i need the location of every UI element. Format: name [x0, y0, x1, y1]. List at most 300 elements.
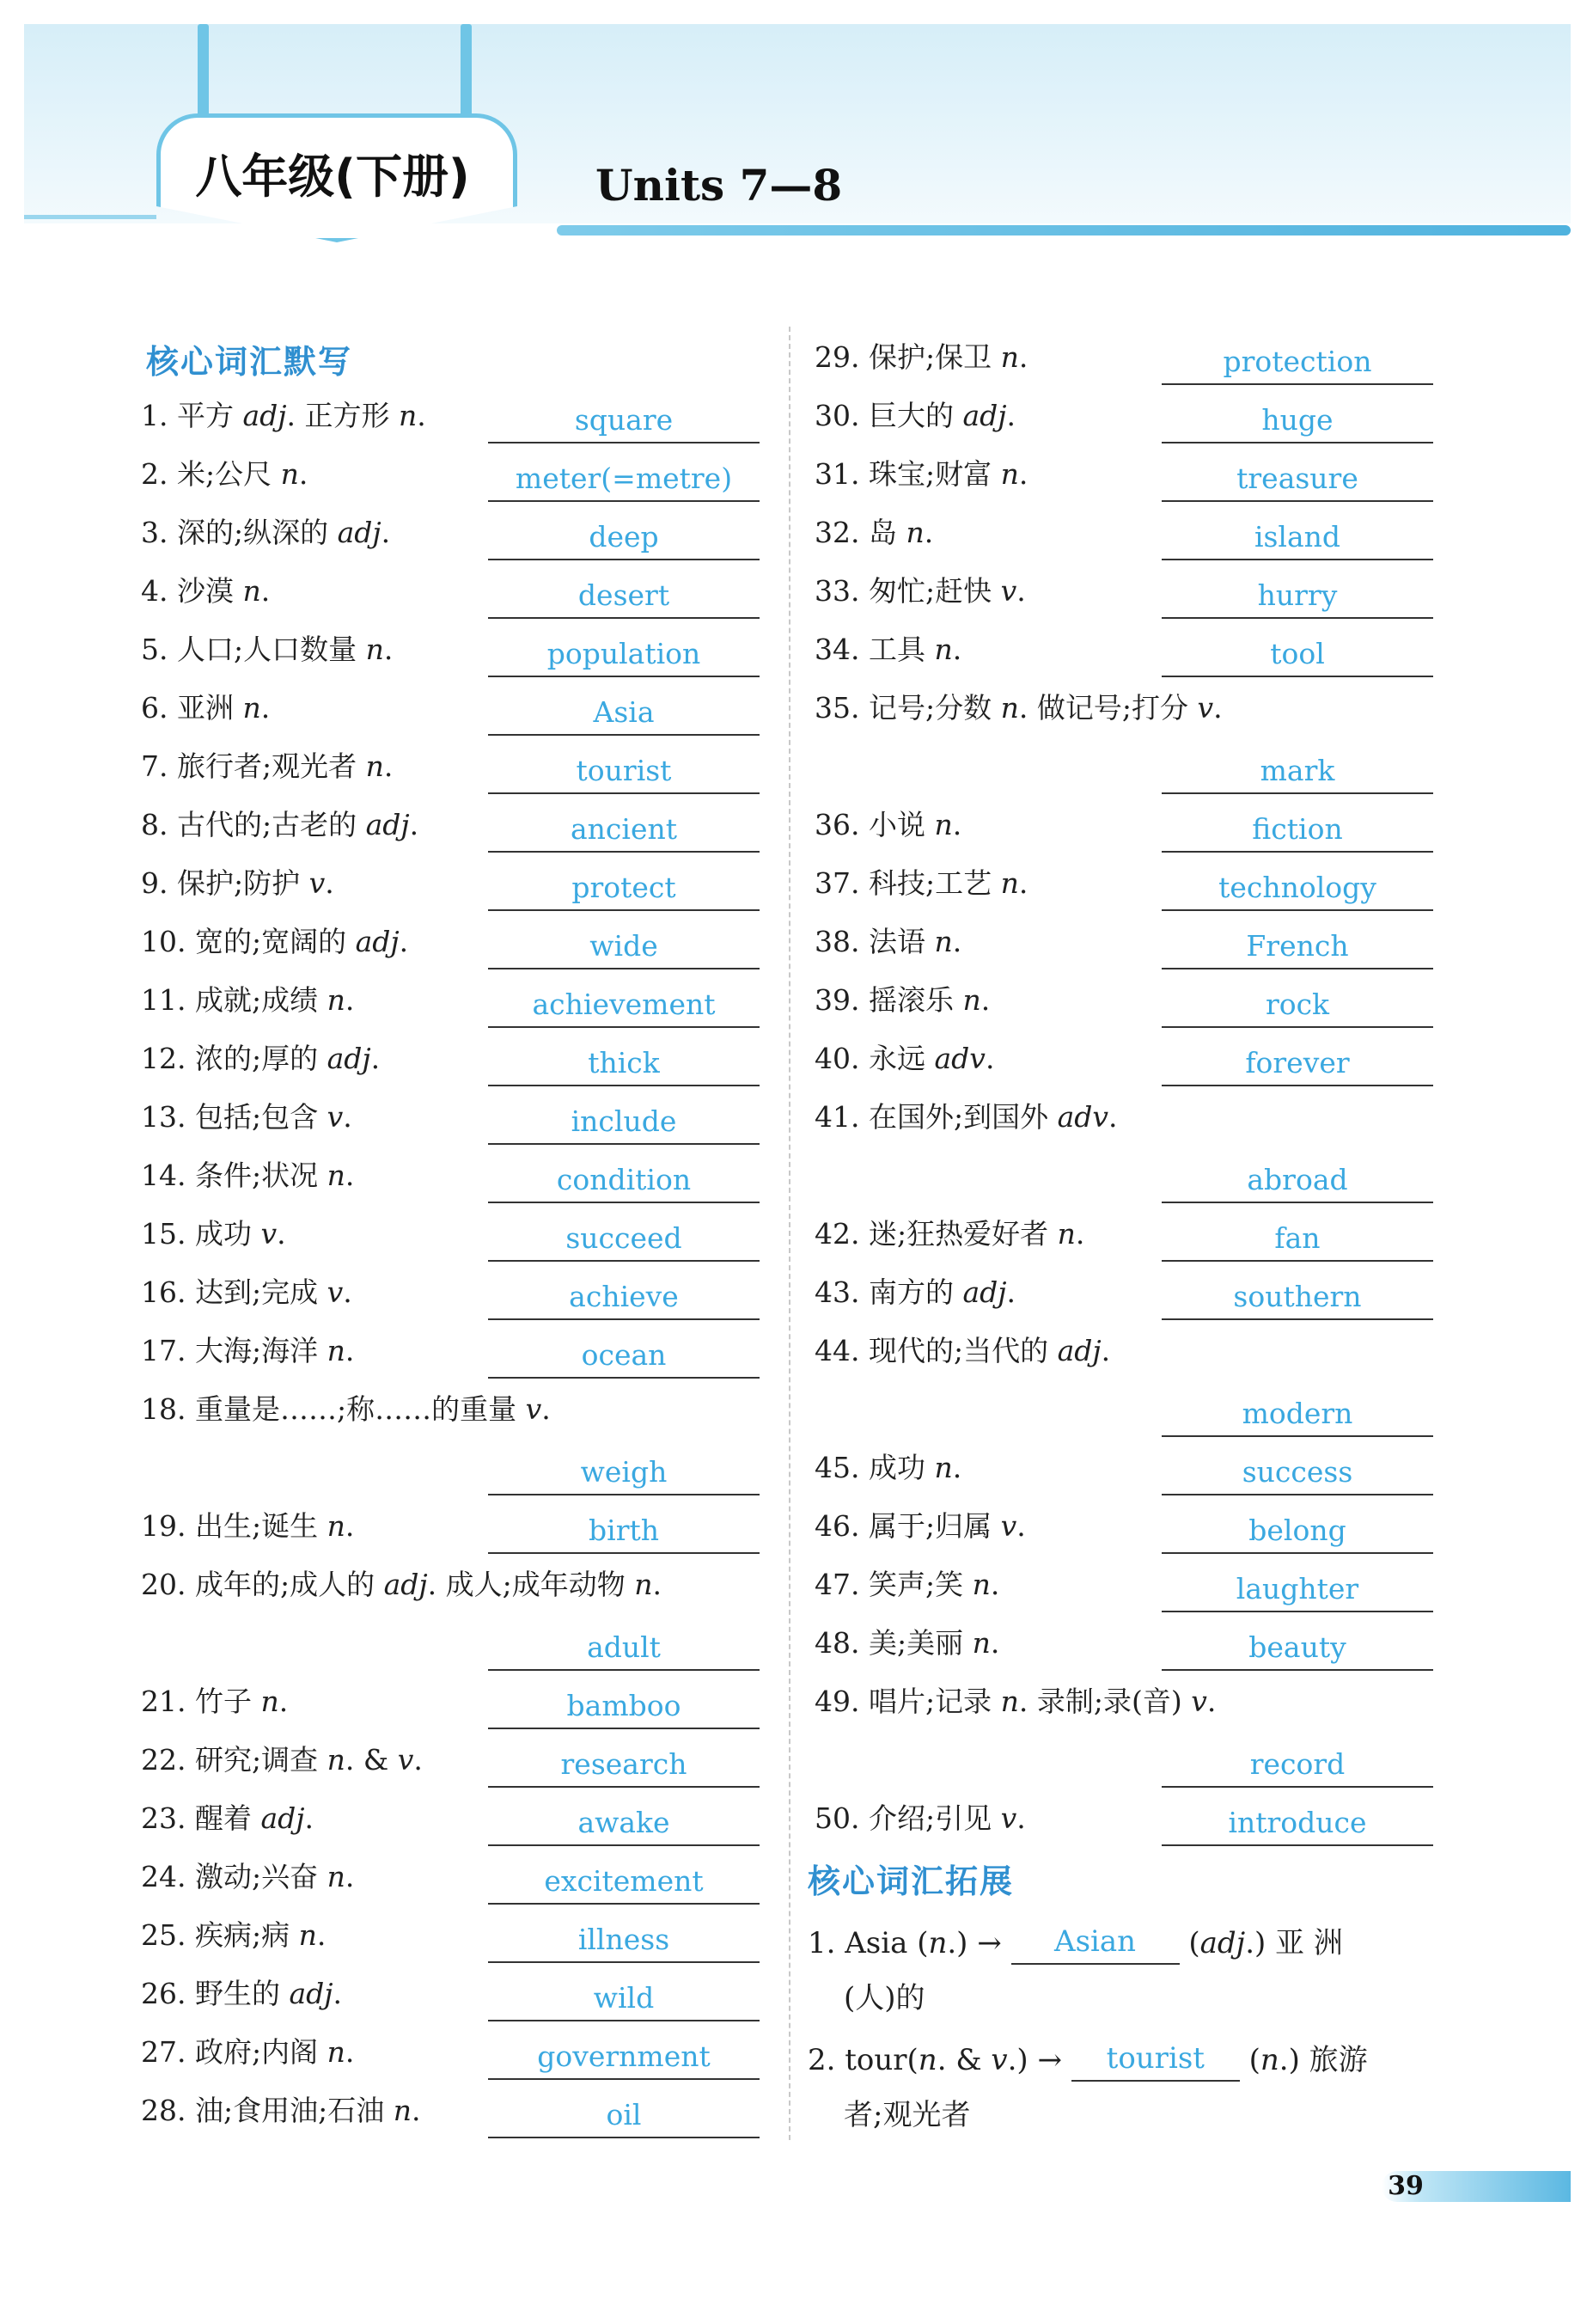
entry-prompt	[815, 923, 961, 961]
entry-pos: n	[327, 1860, 345, 1893]
vocab-entry	[141, 456, 763, 509]
answer-field[interactable]: meter(=metre)	[488, 457, 760, 502]
entry-pos: n	[1000, 1685, 1019, 1718]
answer-field[interactable]: hurry	[1162, 574, 1433, 619]
answer-field[interactable]: rock	[1162, 983, 1433, 1028]
vocab-entry	[141, 982, 763, 1035]
entry-meaning: 介绍;引见	[868, 1801, 1001, 1835]
entry-prompt	[815, 1508, 1026, 1545]
answer-field[interactable]: oil	[488, 2094, 760, 2138]
entry-pos: n	[934, 925, 953, 958]
entry-tail: .	[383, 749, 394, 783]
entry-tail: .	[260, 691, 271, 725]
vocab-entry	[815, 1449, 1437, 1502]
section-heading-dictation: 核心词汇默写	[146, 343, 353, 381]
entry-number: 41.	[815, 1100, 860, 1134]
vocab-entry	[815, 1566, 1437, 1619]
entry-number: 36.	[815, 808, 860, 841]
entry-tail: .	[1016, 574, 1026, 608]
vocab-entry	[141, 806, 763, 859]
section-heading-extension: 核心词汇拓展	[808, 1862, 1015, 1900]
entry-tail: .	[924, 516, 934, 549]
entry-meaning-2: . &	[345, 1743, 398, 1777]
vocab-entry	[141, 2092, 763, 2145]
entry-number: 6.	[141, 691, 168, 725]
entry-tail: .	[343, 1100, 352, 1134]
entry-tail: .	[1018, 866, 1028, 900]
answer-field[interactable]: success	[1162, 1451, 1433, 1495]
entry-pos: adj	[962, 1275, 1007, 1309]
entry-tail: .	[980, 983, 991, 1017]
vocab-entry	[141, 572, 763, 626]
answer-field[interactable]: adult	[488, 1626, 760, 1671]
vocab-entry	[815, 982, 1437, 1035]
ext-answer-field[interactable]: Asian	[1011, 1920, 1180, 1965]
entry-prompt	[141, 397, 426, 435]
entry-meaning: 疾病;病	[194, 1918, 299, 1952]
entry-pos: adv	[934, 1042, 986, 1075]
answer-field[interactable]: birth	[488, 1509, 760, 1554]
entry-prompt	[141, 1215, 286, 1253]
entry-number: 35.	[815, 691, 860, 725]
ext-answer-field[interactable]: tourist	[1071, 2037, 1240, 2082]
entry-pos: adj	[327, 1042, 371, 1075]
entry-tail: .	[345, 1159, 355, 1192]
answer-field[interactable]: introduce	[1162, 1801, 1433, 1846]
entry-tail: .	[1213, 691, 1223, 725]
entry-tail: .	[409, 808, 419, 841]
answer-field[interactable]: government	[488, 2035, 760, 2080]
answer-field[interactable]: beauty	[1162, 1626, 1433, 1671]
entry-prompt	[815, 1098, 1118, 1136]
entry-pos: adj	[962, 399, 1007, 432]
entry-meaning: 激动;兴奋	[194, 1860, 327, 1893]
entry-meaning: 科技;工艺	[868, 866, 1001, 900]
ext-lead: 2. tour(	[808, 2043, 919, 2077]
vocab-entry	[141, 1508, 763, 1561]
entry-pos: n	[934, 633, 953, 666]
entry-meaning: 法语	[868, 925, 935, 958]
vocab-entry	[815, 923, 1437, 976]
entry-meaning: 旅行者;观光者	[177, 749, 366, 783]
entry-tail: .	[413, 1743, 423, 1777]
entry-meaning: 亚洲	[177, 691, 243, 725]
vocab-entry	[815, 1040, 1437, 1093]
ext-mid: .) →	[947, 1926, 1011, 1960]
unit-title: Units 7—8	[595, 160, 843, 211]
answer-field[interactable]: research	[488, 1743, 760, 1788]
entry-meaning: 重量是……;称……的重量	[194, 1392, 526, 1426]
vocab-entry	[815, 631, 1437, 684]
entry-meaning: 竹子	[194, 1685, 261, 1718]
entry-meaning: 巨大的	[868, 399, 963, 432]
entry-pos: v	[1000, 1801, 1017, 1835]
entry-number: 2.	[141, 457, 168, 491]
entry-number: 8.	[141, 808, 168, 841]
entry-pos-2: v	[1191, 1685, 1207, 1718]
entry-prompt	[815, 865, 1028, 902]
vocab-entry	[815, 397, 1437, 450]
answer-field[interactable]: weigh	[488, 1451, 760, 1495]
answer-field[interactable]: awake	[488, 1801, 760, 1846]
entry-tail: .	[1101, 1334, 1111, 1367]
entry-prompt	[141, 456, 308, 493]
entry-pos: adj	[289, 1977, 333, 2010]
entry-number: 14.	[141, 1159, 186, 1192]
entry-meaning: 浓的;厚的	[194, 1042, 327, 1075]
answer-field[interactable]: treasure	[1162, 457, 1433, 502]
entry-pos: n	[1000, 866, 1019, 900]
vocab-entry	[141, 1566, 763, 1664]
vocab-entry	[815, 689, 1437, 787]
entry-meaning: 保护;防护	[177, 866, 309, 900]
vocab-entry	[141, 1858, 763, 1911]
entry-pos: adj	[383, 1568, 428, 1601]
entry-tail: .	[1206, 1685, 1217, 1718]
answer-field[interactable]: square	[488, 399, 760, 443]
entry-number: 23.	[141, 1801, 186, 1835]
entry-number: 39.	[815, 983, 860, 1017]
entry-pos: n	[906, 516, 925, 549]
entry-meaning: 大海;海洋	[194, 1334, 327, 1367]
answer-field[interactable]: island	[1162, 516, 1433, 560]
entry-pos: v	[1000, 574, 1017, 608]
entry-pos: n	[972, 1568, 991, 1601]
entry-prompt	[141, 923, 408, 961]
ext-pos: n	[918, 2043, 937, 2077]
entry-prompt	[141, 865, 334, 902]
entry-prompt	[141, 572, 270, 610]
entry-prompt	[141, 1975, 342, 2013]
vocab-entry	[815, 339, 1437, 392]
vocab-entry	[141, 397, 763, 450]
badge-hanger-left	[198, 24, 209, 117]
answer-field[interactable]: forever	[1162, 1042, 1433, 1086]
answer-field[interactable]: modern	[1162, 1392, 1433, 1437]
vocab-entry	[141, 865, 763, 918]
extension-item-2-line2: 者;观光者	[844, 2098, 971, 2132]
entry-meaning: 米;公尺	[177, 457, 281, 491]
ext-end: .) 亚 洲	[1245, 1926, 1343, 1960]
answer-field[interactable]: huge	[1162, 399, 1433, 443]
ext-mid: . &	[937, 2043, 992, 2077]
vocab-entry	[141, 1215, 763, 1269]
entry-tail: .	[370, 1042, 381, 1075]
entry-meaning: 匆忙;赶快	[868, 574, 1001, 608]
entry-number: 9.	[141, 866, 168, 900]
answer-field[interactable]: tourist	[488, 749, 760, 794]
vocab-entry	[141, 1157, 763, 1210]
entry-pos: n	[365, 633, 384, 666]
entry-meaning: 在国外;到国外	[868, 1100, 1058, 1134]
entry-tail: .	[1016, 1801, 1026, 1835]
entry-number: 31.	[815, 457, 860, 491]
entry-tail: .	[345, 1509, 355, 1543]
entry-pos: n	[280, 457, 299, 491]
entry-number: 18.	[141, 1392, 186, 1426]
entry-tail: .	[345, 1860, 355, 1893]
entry-prompt	[141, 748, 393, 786]
entry-tail: .	[985, 1042, 995, 1075]
answer-field[interactable]: illness	[488, 1918, 760, 1963]
answer-field[interactable]: protection	[1162, 340, 1433, 385]
entry-number: 16.	[141, 1275, 186, 1309]
entry-pos: n	[1000, 691, 1019, 725]
entry-number: 7.	[141, 749, 168, 783]
entry-prompt	[141, 1508, 354, 1545]
entry-prompt	[141, 1391, 551, 1428]
entry-prompt	[141, 1332, 354, 1370]
column-divider	[789, 327, 790, 2140]
answer-field[interactable]: southern	[1162, 1275, 1433, 1320]
entry-pos-2: v	[397, 1743, 414, 1777]
answer-field[interactable]: condition	[488, 1159, 760, 1203]
entry-prompt	[815, 631, 961, 669]
answer-field[interactable]: belong	[1162, 1509, 1433, 1554]
entry-tail: .	[260, 574, 271, 608]
entry-number: 48.	[815, 1626, 860, 1660]
entry-prompt	[141, 1566, 662, 1604]
answer-field[interactable]: desert	[488, 574, 760, 619]
page-number: 39	[1388, 2171, 1424, 2201]
entry-tail: .	[381, 516, 391, 549]
entry-pos: adj	[365, 808, 410, 841]
entry-number: 24.	[141, 1860, 186, 1893]
answer-field[interactable]: wild	[488, 1977, 760, 2021]
entry-number: 45.	[815, 1451, 860, 1484]
ext-after: (	[1239, 2043, 1260, 2077]
entry-number: 34.	[815, 633, 860, 666]
entry-meaning: 宽的;宽阔的	[194, 925, 356, 958]
answer-field[interactable]: French	[1162, 925, 1433, 969]
entry-meaning: 平方	[177, 399, 243, 432]
answer-field[interactable]: tool	[1162, 633, 1433, 677]
entry-meaning: 野生的	[194, 1977, 290, 2010]
entry-tail: .	[1018, 340, 1028, 374]
entry-prompt	[815, 572, 1026, 610]
vocab-entry	[815, 865, 1437, 918]
entry-number: 20.	[141, 1568, 186, 1601]
vocab-entry	[141, 631, 763, 684]
entry-tail: .	[316, 1918, 327, 1952]
entry-tail: .	[990, 1626, 1000, 1660]
entry-pos: v	[327, 1100, 344, 1134]
ext-pos: n	[1260, 2043, 1279, 2077]
entry-tail: .	[652, 1568, 662, 1601]
entry-meaning: 醒着	[194, 1801, 261, 1835]
entry-meaning: 成功	[868, 1451, 935, 1484]
answer-field[interactable]: succeed	[488, 1217, 760, 1262]
entry-pos-2: n	[399, 399, 418, 432]
entry-number: 12.	[141, 1042, 186, 1075]
entry-meaning: 保护;保卫	[868, 340, 1001, 374]
answer-field[interactable]: thick	[488, 1042, 760, 1086]
entry-meaning: 古代的;古老的	[177, 808, 366, 841]
entry-meaning: 珠宝;财富	[868, 457, 1001, 491]
entry-pos: adv	[1057, 1100, 1109, 1134]
entry-number: 26.	[141, 1977, 186, 2010]
entry-meaning: 人口;人口数量	[177, 633, 366, 666]
entry-tail: .	[417, 399, 426, 432]
answer-field[interactable]: bamboo	[488, 1685, 760, 1729]
answer-field[interactable]: technology	[1162, 866, 1433, 911]
answer-field[interactable]: abroad	[1162, 1159, 1433, 1203]
entry-meaning: 沙漠	[177, 574, 243, 608]
vocab-entry	[815, 1508, 1437, 1561]
answer-field[interactable]: protect	[488, 866, 760, 911]
entry-pos: n	[962, 983, 981, 1017]
vocab-entry	[141, 1332, 763, 1385]
entry-meaning: 记号;分数	[868, 691, 1001, 725]
entry-tail: .	[952, 633, 962, 666]
entry-prompt	[815, 982, 990, 1019]
entry-pos-2: n	[634, 1568, 653, 1601]
vocab-entry	[141, 1917, 763, 1970]
answer-field[interactable]: deep	[488, 516, 760, 560]
vocab-entry	[815, 1624, 1437, 1678]
vocab-entry	[141, 2034, 763, 2087]
entry-number: 22.	[141, 1743, 186, 1777]
entry-number: 28.	[141, 2094, 186, 2127]
entry-number: 27.	[141, 2035, 186, 2069]
entry-tail: .	[304, 1801, 314, 1835]
answer-field[interactable]: ocean	[488, 1334, 760, 1379]
answer-field[interactable]: fan	[1162, 1217, 1433, 1262]
answer-field[interactable]: record	[1162, 1743, 1433, 1788]
entry-meaning: 岛	[868, 516, 906, 549]
answer-field[interactable]: wide	[488, 925, 760, 969]
entry-tail: .	[952, 1451, 962, 1484]
answer-field[interactable]: achieve	[488, 1275, 760, 1320]
entry-number: 49.	[815, 1685, 860, 1718]
entry-meaning-2: . 做记号;打分	[1018, 691, 1198, 725]
answer-field[interactable]: laughter	[1162, 1568, 1433, 1612]
vocab-entry	[815, 1683, 1437, 1781]
entry-pos: n	[327, 1159, 345, 1192]
entry-pos: n	[327, 1334, 345, 1367]
entry-pos: n	[260, 1685, 279, 1718]
entry-pos: n	[327, 1743, 345, 1777]
vocab-entry	[815, 1098, 1437, 1196]
entry-meaning: 成就;成绩	[194, 983, 327, 1017]
entry-pos: n	[934, 808, 953, 841]
entry-pos: n	[298, 1918, 317, 1952]
entry-meaning: 永远	[868, 1042, 935, 1075]
entry-pos-2: v	[1197, 691, 1214, 725]
entry-pos: n	[327, 1509, 345, 1543]
entry-pos: adj	[260, 1801, 305, 1835]
extension-item-1	[808, 1920, 1343, 1965]
entry-prompt	[141, 1741, 423, 1779]
entry-number: 42.	[815, 1217, 860, 1251]
entry-prompt	[141, 1040, 380, 1078]
vocab-entry	[141, 1391, 763, 1489]
entry-number: 38.	[815, 925, 860, 958]
entry-prompt	[141, 1098, 352, 1136]
entry-pos: v	[327, 1275, 344, 1309]
entry-prompt	[141, 1917, 326, 1954]
entry-prompt	[815, 1040, 994, 1078]
answer-field[interactable]: Asia	[488, 691, 760, 736]
entry-number: 46.	[815, 1509, 860, 1543]
entry-pos: v	[525, 1392, 542, 1426]
entry-prompt	[815, 1332, 1110, 1370]
entry-tail: .	[343, 1275, 352, 1309]
entry-tail: .	[383, 633, 394, 666]
answer-field[interactable]: excitement	[488, 1860, 760, 1905]
entry-tail: .	[325, 866, 334, 900]
answer-field[interactable]: fiction	[1162, 808, 1433, 853]
entry-prompt	[815, 1624, 999, 1662]
entry-tail: .	[298, 457, 308, 491]
entry-prompt	[815, 397, 1016, 435]
entry-tail: .	[541, 1392, 551, 1426]
entry-pos: n	[1057, 1217, 1076, 1251]
entry-prompt	[815, 1274, 1016, 1312]
entry-number: 13.	[141, 1100, 186, 1134]
answer-field[interactable]: ancient	[488, 808, 760, 853]
answer-field[interactable]: mark	[1162, 749, 1433, 794]
entry-pos: v	[1000, 1509, 1017, 1543]
entry-prompt	[815, 1800, 1026, 1838]
entry-tail: .	[333, 1977, 343, 2010]
entry-number: 15.	[141, 1217, 186, 1251]
badge-hanger-right	[461, 24, 472, 117]
answer-field[interactable]: population	[488, 633, 760, 677]
entry-meaning: 政府;内阁	[194, 2035, 327, 2069]
grade-label: 八年级(下册)	[195, 149, 470, 204]
entry-pos: v	[260, 1217, 278, 1251]
vocab-entry	[815, 456, 1437, 509]
entry-meaning: 小说	[868, 808, 935, 841]
entry-number: 25.	[141, 1918, 186, 1952]
entry-number: 3.	[141, 516, 168, 549]
entry-number: 37.	[815, 866, 860, 900]
entry-number: 5.	[141, 633, 168, 666]
entry-number: 4.	[141, 574, 168, 608]
entry-number: 29.	[815, 340, 860, 374]
entry-pos: n	[327, 2035, 345, 2069]
entry-pos: n	[242, 691, 261, 725]
answer-field[interactable]: include	[488, 1100, 760, 1145]
entry-prompt	[141, 1274, 352, 1312]
ext-pos: n	[928, 1926, 948, 1960]
entry-tail: .	[1108, 1100, 1118, 1134]
entry-prompt	[141, 1858, 354, 1896]
entry-meaning: 笑声;笑	[868, 1568, 973, 1601]
entry-tail: .	[411, 2094, 421, 2127]
vocab-entry	[141, 1098, 763, 1152]
entry-prompt	[815, 1449, 961, 1487]
entry-number: 10.	[141, 925, 186, 958]
entry-tail: .	[1075, 1217, 1085, 1251]
entry-prompt	[815, 806, 961, 844]
entry-pos: adj	[337, 516, 381, 549]
vocab-entry	[815, 572, 1437, 626]
entry-meaning-2: . 正方形	[286, 399, 400, 432]
entry-prompt	[815, 1566, 999, 1604]
entry-meaning: 成功	[194, 1217, 261, 1251]
vocab-entry	[141, 1040, 763, 1093]
ext-mid: .) →	[1007, 2043, 1071, 2077]
entry-prompt	[141, 631, 393, 669]
entry-number: 33.	[815, 574, 860, 608]
answer-field[interactable]: achievement	[488, 983, 760, 1028]
vocab-entry	[815, 1332, 1437, 1430]
entry-meaning-2: . 录制;录(音)	[1018, 1685, 1192, 1718]
extension-item-1-line2: (人)的	[844, 1981, 925, 2015]
entry-number: 30.	[815, 399, 860, 432]
